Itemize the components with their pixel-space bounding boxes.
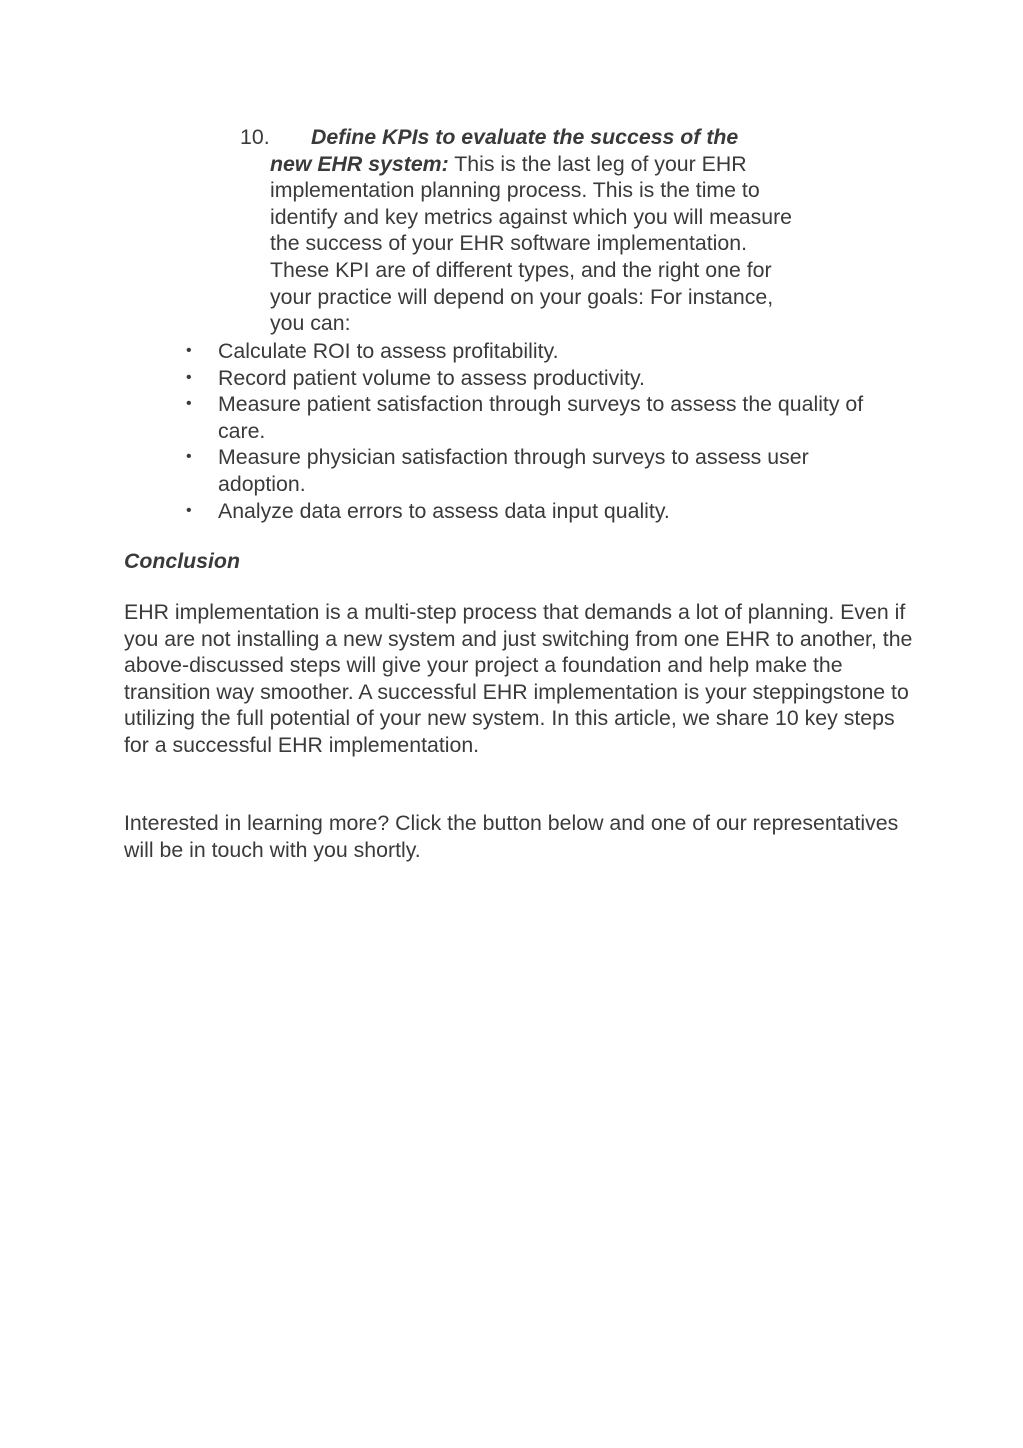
conclusion-paragraph: EHR implementation is a multi-step process that demands a lot of planning. Even if you are not installing a new system and just switching from one EHR to another, the above-discussed steps will give your project a foundation and help make the transition way smoother. A successful EHR implementation is your steppingstone to utilizing the full potential of your new system. In this article, we share 10 key steps for a successful EHR implementation. — [124, 600, 913, 757]
list-item — [186, 444, 886, 497]
list-item — [186, 365, 886, 392]
bullet-icon: • — [186, 501, 192, 519]
bullet-icon: • — [186, 342, 192, 359]
call-to-action-paragraph: Interested in learning more? Click the button below and one of our representatives will be in touch with you shortly. — [124, 811, 899, 862]
list-item — [186, 498, 886, 525]
item-10-text-line2: This is the last leg of your EHR — [448, 151, 747, 176]
item-10-body — [270, 151, 810, 337]
item-10-text-rest: implementation planning process. This is the time to identify and key metrics against which you will measure the success of your EHR software implementation. These KPI are of different types, and the right one for your practice will depend on your goals: For instance, you can: — [270, 178, 793, 336]
item-lead-heading-line2: new EHR system: — [270, 151, 449, 176]
list-item-text: Analyze data errors to assess data input quality. — [218, 498, 670, 523]
list-item-text: Record patient volume to assess productivity. — [218, 365, 645, 390]
item-number: 10. — [240, 125, 270, 149]
item-lead-heading-line1: Define KPIs to evaluate the success of the — [311, 125, 739, 149]
list-item-text: Measure patient satisfaction through surveys to assess the quality of care. — [218, 392, 864, 443]
bullet-icon: • — [186, 368, 192, 386]
list-item-text: Measure physician satisfaction through surveys to assess user adoption. — [218, 445, 809, 496]
numbered-item-10 — [240, 124, 810, 337]
bullet-icon: • — [186, 448, 192, 466]
conclusion-heading: Conclusion — [124, 549, 240, 573]
kpi-bullet-list — [186, 338, 886, 524]
list-item-text: Calculate ROI to assess profitability. — [218, 339, 559, 363]
list-item — [186, 338, 886, 365]
item-10-first-line — [240, 124, 810, 151]
bullet-icon: • — [186, 395, 192, 413]
list-item — [186, 391, 886, 444]
